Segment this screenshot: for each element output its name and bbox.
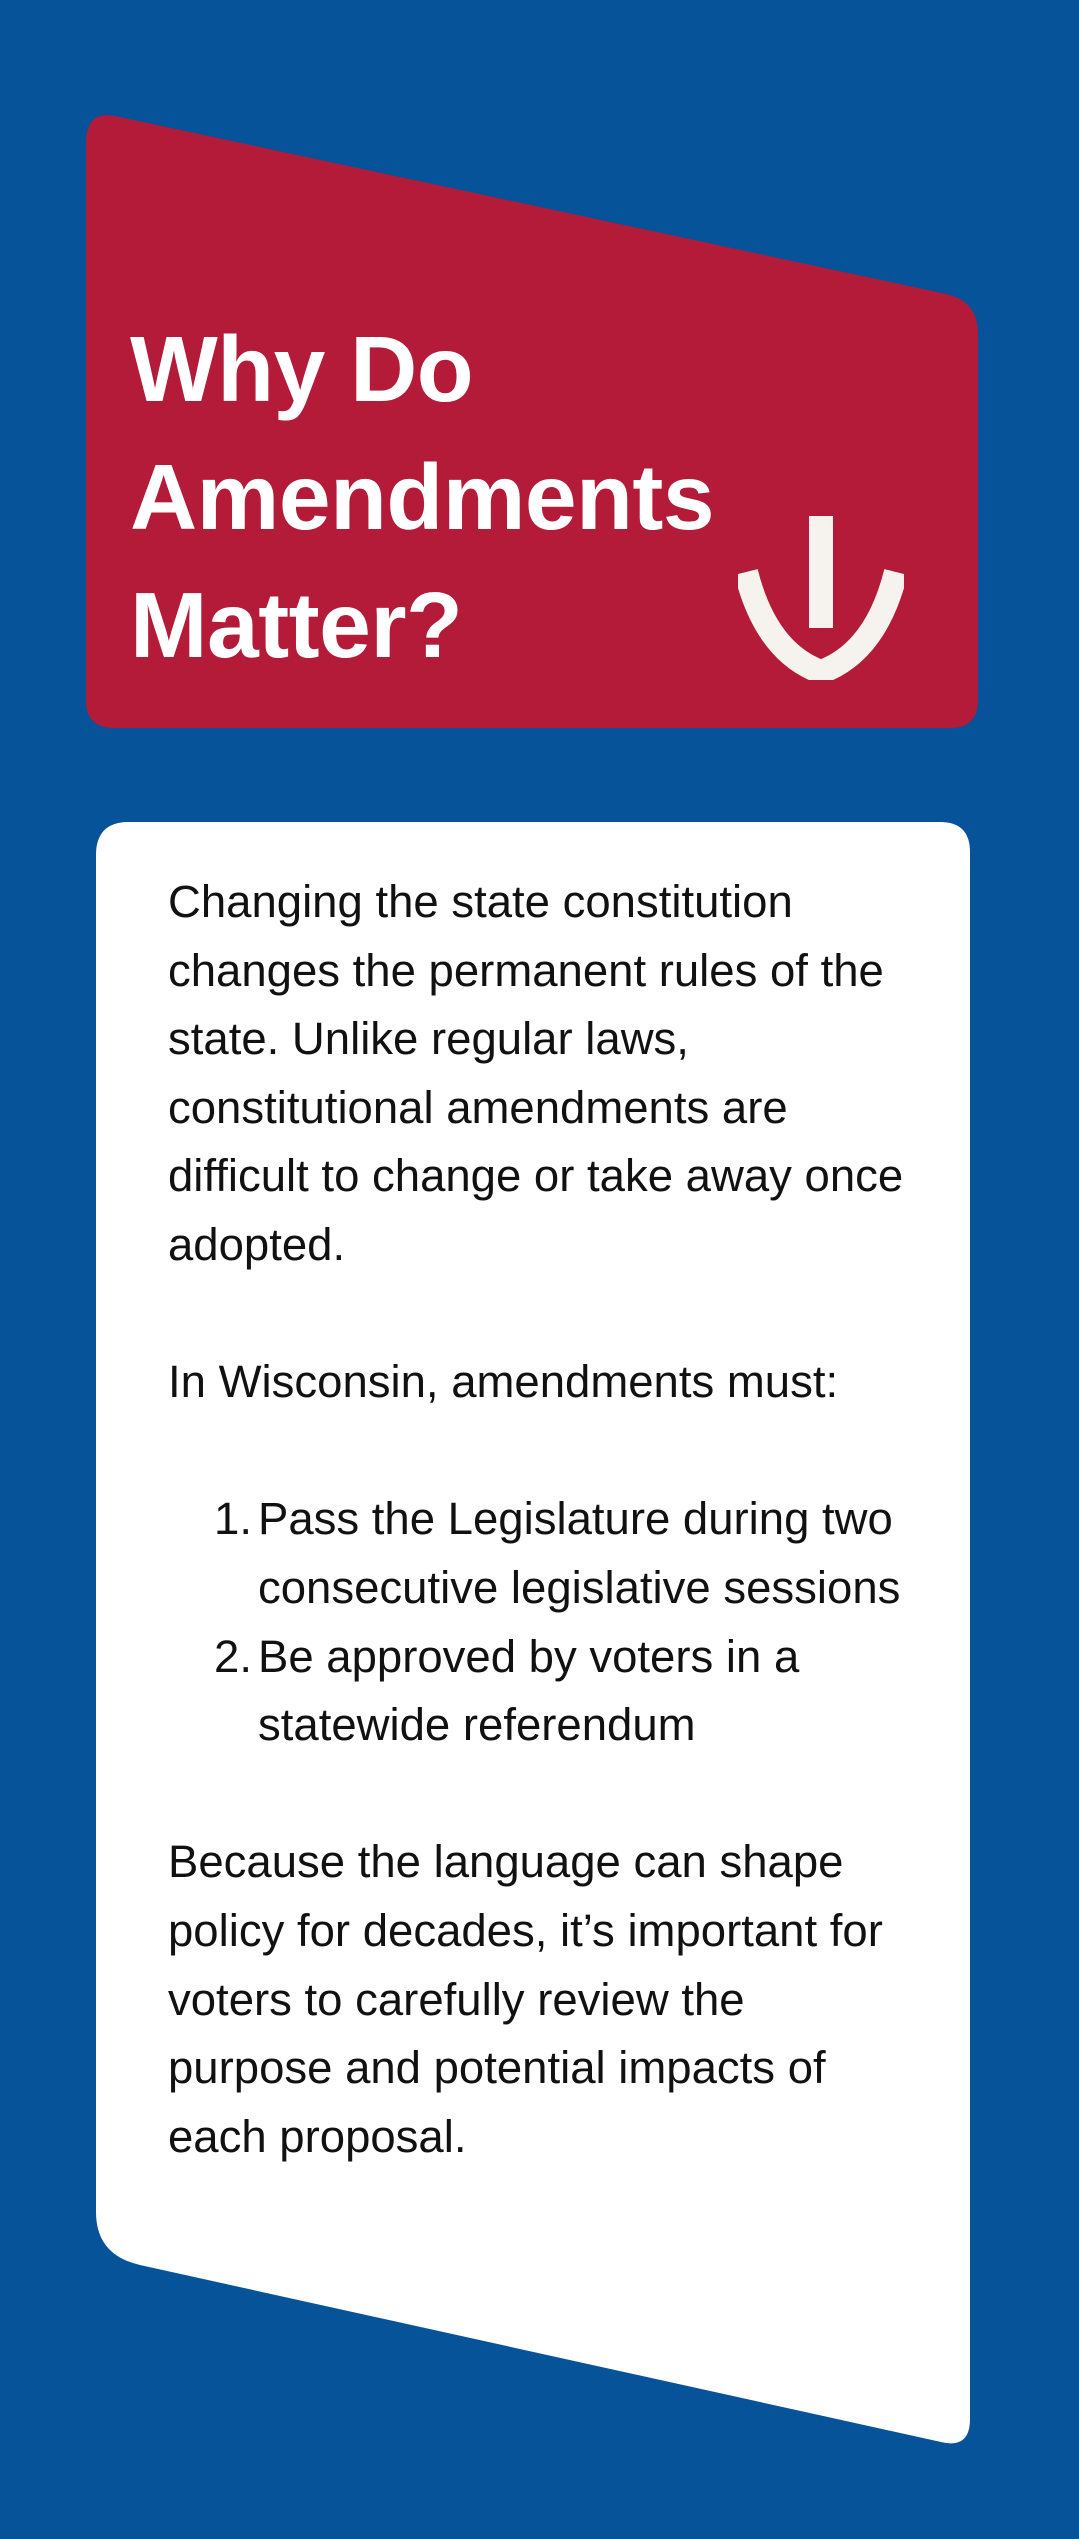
intro-paragraph: Changing the state constitution changes the permanent rules of the state. Unlike regular laws, constitutional amendments are difficult to change or take away once adopted. [168,876,904,1270]
list-item [206,1623,908,1760]
step-text: Be approved by voters in a statewide referendum [258,1630,800,1751]
list-item [206,1485,908,1622]
arrow-down-icon [738,514,904,680]
closing-paragraph: Because the language can shape policy for decades, it’s important for voters to carefully review the purpose and potential impacts of each proposal. [168,1836,883,2162]
content-body [168,868,908,2171]
step-number: 2. [214,1630,252,1682]
page-title [130,305,715,689]
step-number: 1. [214,1493,252,1545]
title-line-2: Amendments [130,445,715,549]
title-line-1: Why Do [130,317,474,421]
steps-list [168,1485,908,1759]
title-line-3: Matter? [130,573,463,677]
lead-paragraph: In Wisconsin, amendments must: [168,1356,839,1408]
step-text: Pass the Legislature during two consecutive legislative sessions [258,1493,901,1613]
